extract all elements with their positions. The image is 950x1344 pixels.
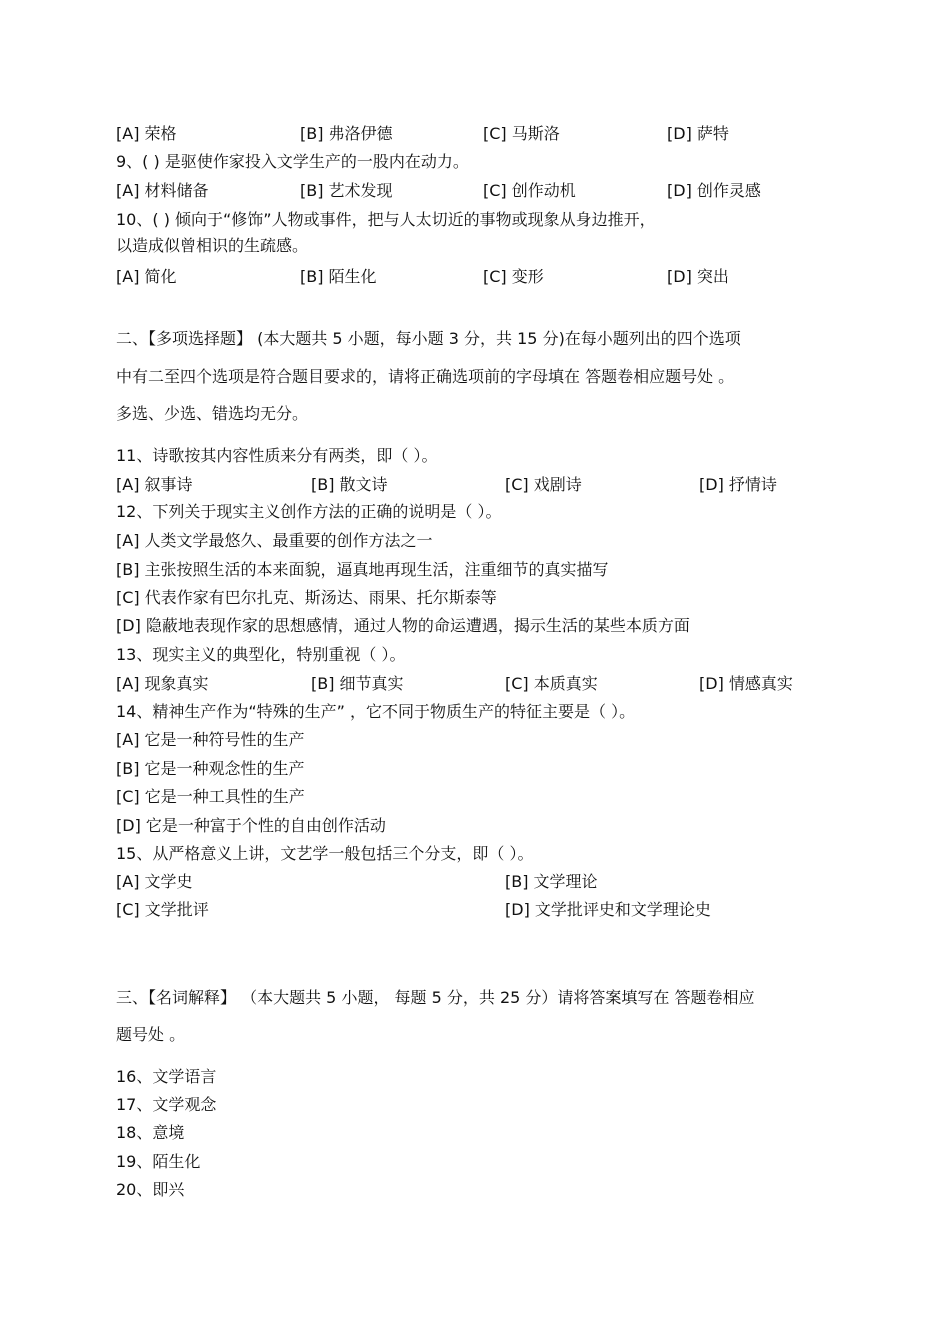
q10-option-c: [C] 变形 — [483, 267, 544, 286]
q11-option-c: [C] 戏剧诗 — [505, 475, 582, 494]
term-item: 19、陌生化 — [116, 1152, 201, 1171]
q13-option-b: [B] 细节真实 — [311, 674, 404, 693]
q15-text: 15、从严格意义上讲，文艺学一般包括三个分支，即（ ）。 — [116, 844, 534, 863]
q9-text: 9、( ) 是驱使作家投入文学生产的一股内在动力。 — [116, 152, 469, 171]
section3-header-line1: 三、【名词解释】 （本大题共 5 小题， 每题 5 分，共 25 分）请将答案填写在 答题卷相应 — [116, 988, 755, 1007]
q9-option-a: [A] 材料储备 — [116, 181, 209, 200]
q14-text: 14、精神生产作为“特殊的生产” ，它不同于物质生产的特征主要是（ ）。 — [116, 702, 636, 721]
q15-option-d: [D] 文学批评史和文学理论史 — [505, 900, 711, 919]
term-item: 16、文学语言 — [116, 1067, 217, 1086]
q15-option-b: [B] 文学理论 — [505, 872, 598, 891]
q8-option-c: [C] 马斯洛 — [483, 124, 560, 143]
q14-option-b: [B] 它是一种观念性的生产 — [116, 759, 305, 778]
q10-option-d: [D] 突出 — [667, 267, 729, 286]
q15-option-a: [A] 文学史 — [116, 872, 193, 891]
q14-option-a: [A] 它是一种符号性的生产 — [116, 730, 305, 749]
q8-option-d: [D] 萨特 — [667, 124, 729, 143]
q15-option-c: [C] 文学批评 — [116, 900, 209, 919]
term-item: 20、即兴 — [116, 1180, 185, 1199]
term-item: 17、文学观念 — [116, 1095, 217, 1114]
q12-option-d: [D] 隐蔽地表现作家的思想感情，通过人物的命运遭遇，揭示生活的某些本质方面 — [116, 616, 690, 635]
q13-text: 13、现实主义的典型化，特别重视（ ）。 — [116, 645, 406, 664]
section2-header-line3: 多选、少选、错选均无分。 — [116, 404, 309, 423]
term-item: 18、意境 — [116, 1123, 185, 1142]
q10-option-b: [B] 陌生化 — [300, 267, 377, 286]
q12-option-a: [A] 人类文学最悠久、最重要的创作方法之一 — [116, 531, 433, 550]
q10-option-a: [A] 简化 — [116, 267, 177, 286]
section3-header-line2: 题号处 。 — [116, 1025, 186, 1044]
q13-option-a: [A] 现象真实 — [116, 674, 209, 693]
q9-option-c: [C] 创作动机 — [483, 181, 576, 200]
q11-option-b: [B] 散文诗 — [311, 475, 388, 494]
section2-header-line2: 中有二至四个选项是符合题目要求的，请将正确选项前的字母填在 答题卷相应题号处 。 — [116, 367, 735, 386]
q8-option-a: [A] 荣格 — [116, 124, 177, 143]
q13-option-c: [C] 本质真实 — [505, 674, 598, 693]
q8-option-b: [B] 弗洛伊德 — [300, 124, 393, 143]
q10-text-line2: 以造成似曾相识的生疏感。 — [116, 236, 309, 255]
q9-option-d: [D] 创作灵感 — [667, 181, 761, 200]
q12-option-c: [C] 代表作家有巴尔扎克、斯汤达、雨果、托尔斯泰等 — [116, 588, 497, 607]
q13-option-d: [D] 情感真实 — [699, 674, 793, 693]
q14-option-c: [C] 它是一种工具性的生产 — [116, 787, 305, 806]
q12-text: 12、下列关于现实主义创作方法的正确的说明是（ ）。 — [116, 502, 502, 521]
q11-option-d: [D] 抒情诗 — [699, 475, 777, 494]
q14-option-d: [D] 它是一种富于个性的自由创作活动 — [116, 816, 386, 835]
section2-header-line1: 二、【多项选择题】 (本大题共 5 小题，每小题 3 分，共 15 分)在每小题列出的四个选项 — [116, 329, 741, 348]
q11-text: 11、诗歌按其内容性质来分有两类，即（ ）。 — [116, 446, 438, 465]
q12-option-b: [B] 主张按照生活的本来面貌，逼真地再现生活，注重细节的真实描写 — [116, 560, 609, 579]
q10-text-line1: 10、( ) 倾向于“修饰”人物或事件，把与人太切近的事物或现象从身边推开， — [116, 210, 656, 229]
q9-option-b: [B] 艺术发现 — [300, 181, 393, 200]
q11-option-a: [A] 叙事诗 — [116, 475, 193, 494]
